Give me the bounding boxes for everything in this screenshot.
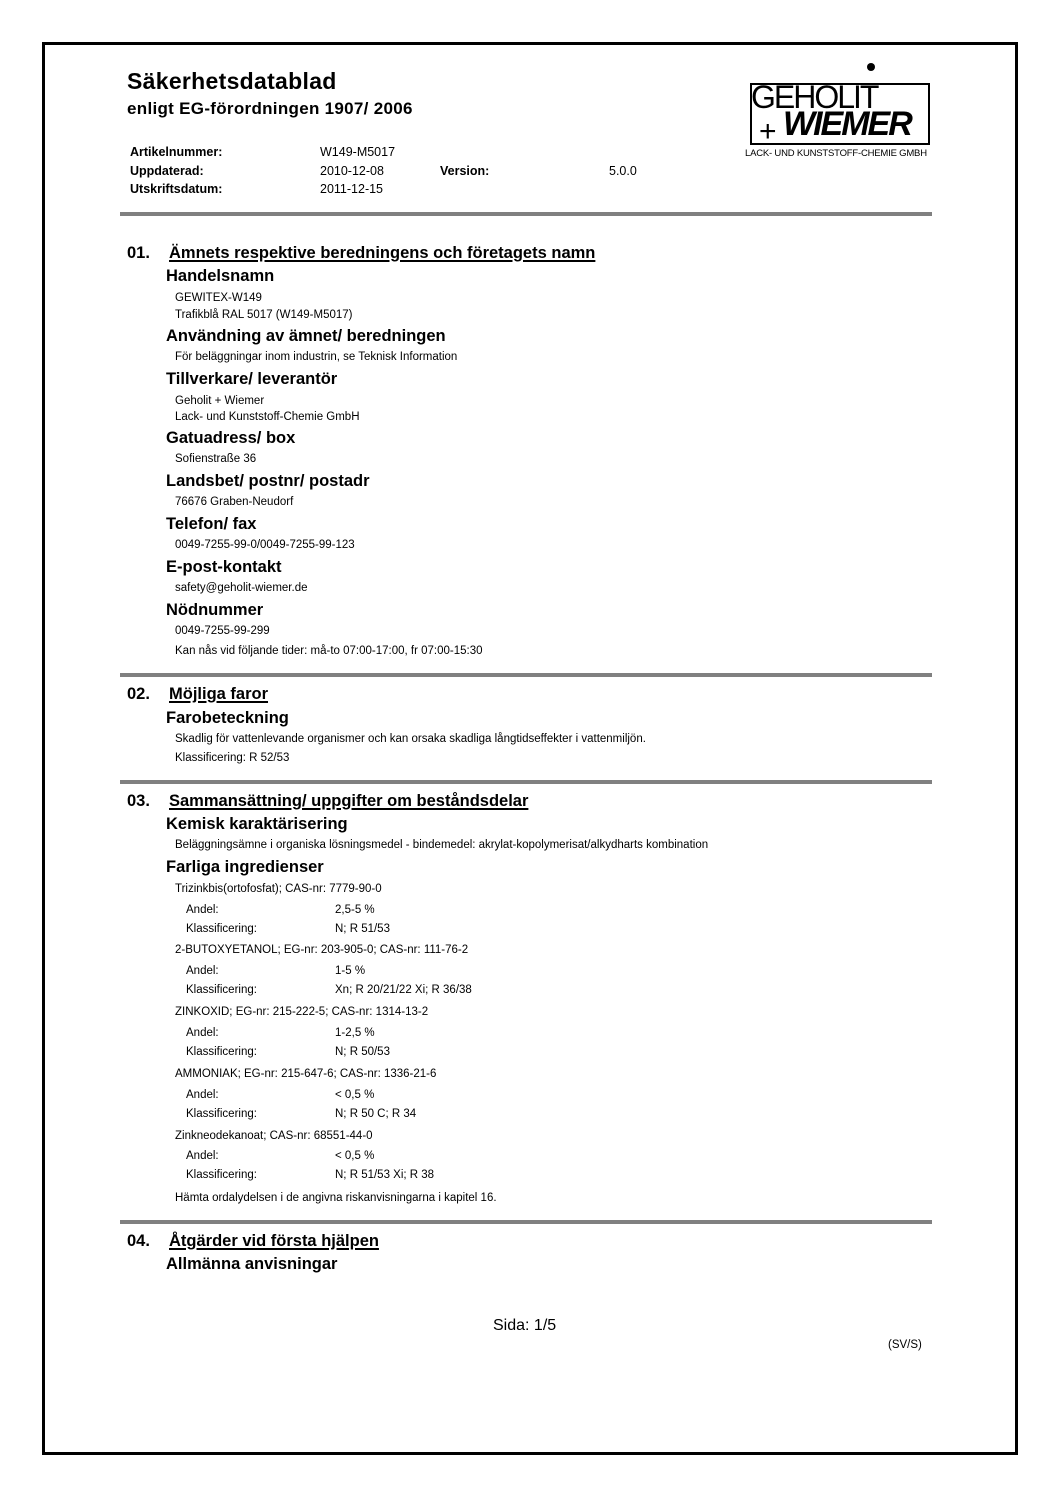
section-title: Sammansättning/ uppgifter om beståndsdelar [169,792,529,810]
ingredient-class: Xn; R 20/21/22 Xi; R 36/38 [335,984,472,996]
logo-tagline: LACK- UND KUNSTSTOFF-CHEMIE GMBH [745,148,927,159]
updated-value: 2010-12-08 [320,164,384,178]
subheading-epost: E-post-kontakt [166,558,282,576]
ingredient-name: AMMONIAK; EG-nr: 215-647-6; CAS-nr: 1336-21-6 [175,1068,437,1080]
hazard-classification: Klassificering: R 52/53 [175,752,290,764]
ingredient-class-label: Klassificering: [186,1108,257,1120]
document-title: Säkerhetsdatablad [127,68,337,94]
ingredient-share-label: Andel: [186,1150,219,1162]
street-address: Sofienstraße 36 [175,453,257,465]
phone-fax: 0049-7255-99-0/0049-7255-99-123 [175,539,355,551]
subheading-kemisk: Kemisk karaktärisering [166,815,348,833]
ingredient-class-label: Klassificering: [186,1046,257,1058]
divider [120,673,932,677]
page-number: Sida: 1/5 [493,1317,557,1334]
section-03-heading [127,792,528,811]
subheading-farobeteckning: Farobeteckning [166,709,289,727]
usage-text: För beläggningar inom industrin, se Teknisk Information [175,351,458,363]
subheading-farliga: Farliga ingredienser [166,858,324,876]
ingredient-name: Zinkneodekanoat; CAS-nr: 68551-44-0 [175,1130,373,1142]
email-link[interactable]: safety@geholit-wiemer.de [175,582,308,594]
section-number: 02. [127,685,150,703]
subheading-landsbet: Landsbet/ postnr/ postadr [166,472,370,490]
section-number: 01. [127,244,150,262]
subheading-anvandning: Användning av ämnet/ beredningen [166,327,446,345]
trade-name: GEWITEX-W149 [175,292,262,304]
divider [120,780,932,784]
print-date-value: 2011-12-15 [320,182,384,196]
document-subtitle: enligt EG-förordningen 1907/ 2006 [127,99,413,118]
print-date-label: Utskriftsdatum: [130,182,223,196]
postal-address: 76676 Graben-Neudorf [175,496,294,508]
subheading-tillverkare: Tillverkare/ leverantör [166,370,338,388]
ingredient-share: < 0,5 % [335,1150,375,1162]
ingredient-share-label: Andel: [186,1089,219,1101]
section-01-heading [127,244,595,263]
version-value: 5.0.0 [609,164,637,178]
logo-dot [867,63,875,71]
ingredient-share-label: Andel: [186,904,219,916]
logo-plus: + [759,115,777,148]
section-title: Möjliga faror [169,685,269,703]
ingredient-name: Trizinkbis(ortofosfat); CAS-nr: 7779-90-0 [175,883,382,895]
ingredient-share-label: Andel: [186,1027,219,1039]
hazard-description: Skadlig för vattenlevande organismer och kan orsaka skadliga långtidseffekter i vattenmiljön. [175,733,646,745]
section-04-heading [127,1232,379,1251]
language-code: (SV/S) [888,1339,922,1351]
manufacturer-line1: Geholit + Wiemer [175,395,265,407]
divider [120,1220,932,1224]
emergency-hours: Kan nås vid följande tider: må-to 07:00-17:00, fr 07:00-15:30 [175,645,483,657]
manufacturer-line2: Lack- und Kunststoff-Chemie GmbH [175,411,360,423]
subheading-gatuadress: Gatuadress/ box [166,429,296,447]
ingredient-class-label: Klassificering: [186,1169,257,1181]
ingredient-share: 2,5-5 % [335,904,375,916]
subheading-allmanna: Allmänna anvisningar [166,1255,338,1273]
risk-phrase-note: Hämta ordalydelsen i de angivna riskanvisningarna i kapitel 16. [175,1192,497,1204]
subheading-nodnummer: Nödnummer [166,601,264,619]
ingredient-share-label: Andel: [186,965,219,977]
section-title: Ämnets respektive beredningens och företagets namn [169,244,596,262]
ingredient-class-label: Klassificering: [186,923,257,935]
logo-line2: WIEMER [783,105,911,143]
subheading-handelsnamn: Handelsnamn [166,267,275,285]
ingredient-class: N; R 50/53 [335,1046,390,1058]
company-logo [745,63,935,163]
article-number-value: W149-M5017 [320,145,396,159]
logo-line1: GEHOLIT [751,79,878,115]
ingredient-share: 1-5 % [335,965,366,977]
ingredient-class: N; R 51/53 Xi; R 38 [335,1169,435,1181]
section-number: 04. [127,1232,150,1250]
article-number-label: Artikelnummer: [130,145,223,159]
section-title: Åtgärder vid första hjälpen [169,1232,379,1250]
section-number: 03. [127,792,150,810]
ingredient-class-label: Klassificering: [186,984,257,996]
ingredient-class: N; R 51/53 [335,923,390,935]
version-label: Version: [440,164,490,178]
subheading-telefon: Telefon/ fax [166,515,257,533]
section-02-heading [127,685,268,704]
ingredient-share: < 0,5 % [335,1089,375,1101]
updated-label: Uppdaterad: [130,164,204,178]
ingredient-name: 2-BUTOXYETANOL; EG-nr: 203-905-0; CAS-nr: 111-76-2 [175,944,469,956]
emergency-number: 0049-7255-99-299 [175,625,270,637]
ingredient-name: ZINKOXID; EG-nr: 215-222-5; CAS-nr: 1314-13-2 [175,1006,429,1018]
chemical-characterization: Beläggningsämne i organiska lösningsmedel - bindemedel: akrylat-kopolymerisat/alkydharts kombination [175,839,709,851]
trade-name-detail: Trafikblå RAL 5017 (W149-M5017) [175,309,353,321]
ingredient-class: N; R 50 C; R 34 [335,1108,417,1120]
divider [120,212,932,216]
ingredient-share: 1-2,5 % [335,1027,375,1039]
